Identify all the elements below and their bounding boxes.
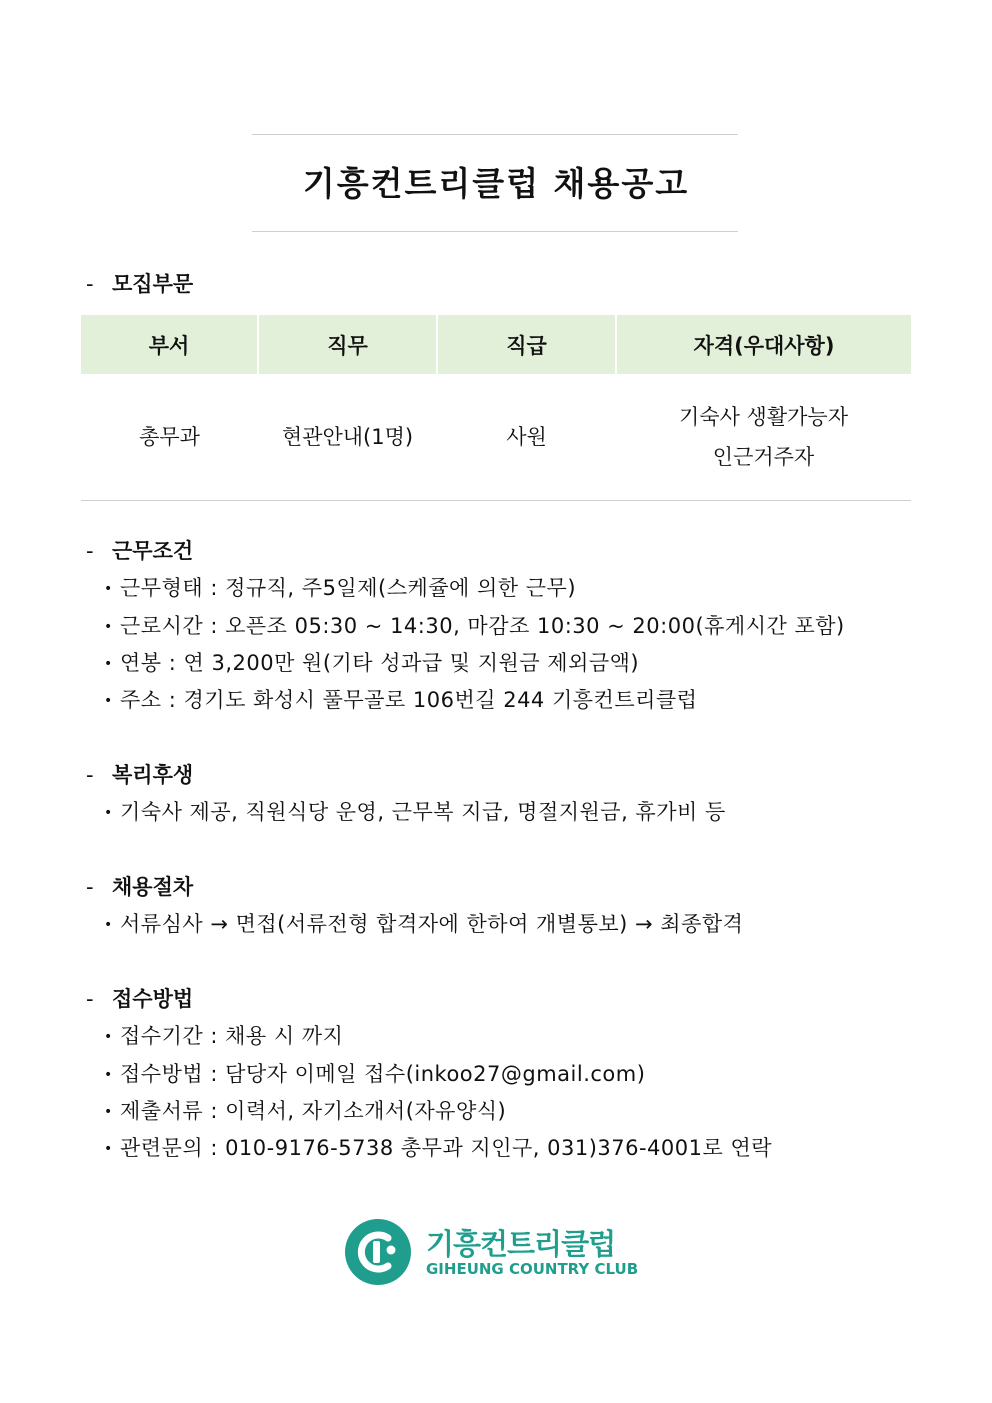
table-header-row bbox=[81, 315, 911, 374]
section-welfare-heading: - 복리후생 bbox=[86, 763, 194, 787]
club-logo bbox=[344, 1218, 644, 1288]
title-bottom-rule bbox=[252, 231, 738, 232]
section-conditions-heading: - 근무조건 bbox=[86, 539, 194, 563]
qualification-line-2: 인근거주자 bbox=[712, 445, 815, 469]
header-dept: 부서 bbox=[81, 315, 258, 374]
logo-english-name: GIHEUNG COUNTRY CLUB bbox=[426, 1260, 639, 1278]
cell-duty: 현관안내(1명) bbox=[258, 374, 437, 501]
cell-qualification bbox=[616, 374, 911, 501]
logo-korean-name: 기흥컨트리클럽 bbox=[426, 1227, 616, 1261]
list-item: • 기숙사 제공, 직원식당 운영, 근무복 지급, 명절지원금, 휴가비 등 bbox=[104, 800, 726, 824]
recruit-table bbox=[81, 315, 911, 501]
section-recruit-heading: - 모집부문 bbox=[86, 272, 194, 296]
club-emblem-icon bbox=[344, 1218, 412, 1286]
list-item: • 접수기간 : 채용 시 까지 bbox=[104, 1024, 344, 1048]
list-item: • 서류심사 → 면접(서류전형 합격자에 한하여 개별통보) → 최종합격 bbox=[104, 912, 744, 936]
header-duty: 직무 bbox=[258, 315, 437, 374]
section-process-heading: - 채용절차 bbox=[86, 875, 194, 899]
list-item: • 관련문의 : 010-9176-5738 총무과 지인구, 031)376-4001로 연락 bbox=[104, 1136, 773, 1160]
qualification-line-1: 기숙사 생활가능자 bbox=[679, 405, 848, 429]
list-item: • 제출서류 : 이력서, 자기소개서(자유양식) bbox=[104, 1099, 507, 1123]
list-item: • 근무형태 : 정규직, 주5일제(스케쥴에 의한 근무) bbox=[104, 576, 577, 600]
page-title: 기흥컨트리클럽 채용공고 bbox=[302, 164, 690, 203]
list-item: • 근로시간 : 오픈조 05:30 ~ 14:30, 마감조 10:30 ~ 20:00(휴게시간 포함) bbox=[104, 614, 845, 638]
cell-grade: 사원 bbox=[437, 374, 616, 501]
list-item: • 주소 : 경기도 화성시 풀무골로 106번길 244 기흥컨트리클럽 bbox=[104, 688, 698, 712]
table-row bbox=[81, 374, 911, 501]
list-item: • 연봉 : 연 3,200만 원(기타 성과급 및 지원금 제외금액) bbox=[104, 651, 640, 675]
list-item: • 접수방법 : 담당자 이메일 접수(inkoo27@gmail.com) bbox=[104, 1062, 646, 1086]
header-qualification: 자격(우대사항) bbox=[616, 315, 911, 374]
title-top-rule bbox=[252, 134, 738, 135]
section-apply-heading: - 접수방법 bbox=[86, 987, 194, 1011]
header-grade: 직급 bbox=[437, 315, 616, 374]
cell-dept: 총무과 bbox=[81, 374, 258, 501]
